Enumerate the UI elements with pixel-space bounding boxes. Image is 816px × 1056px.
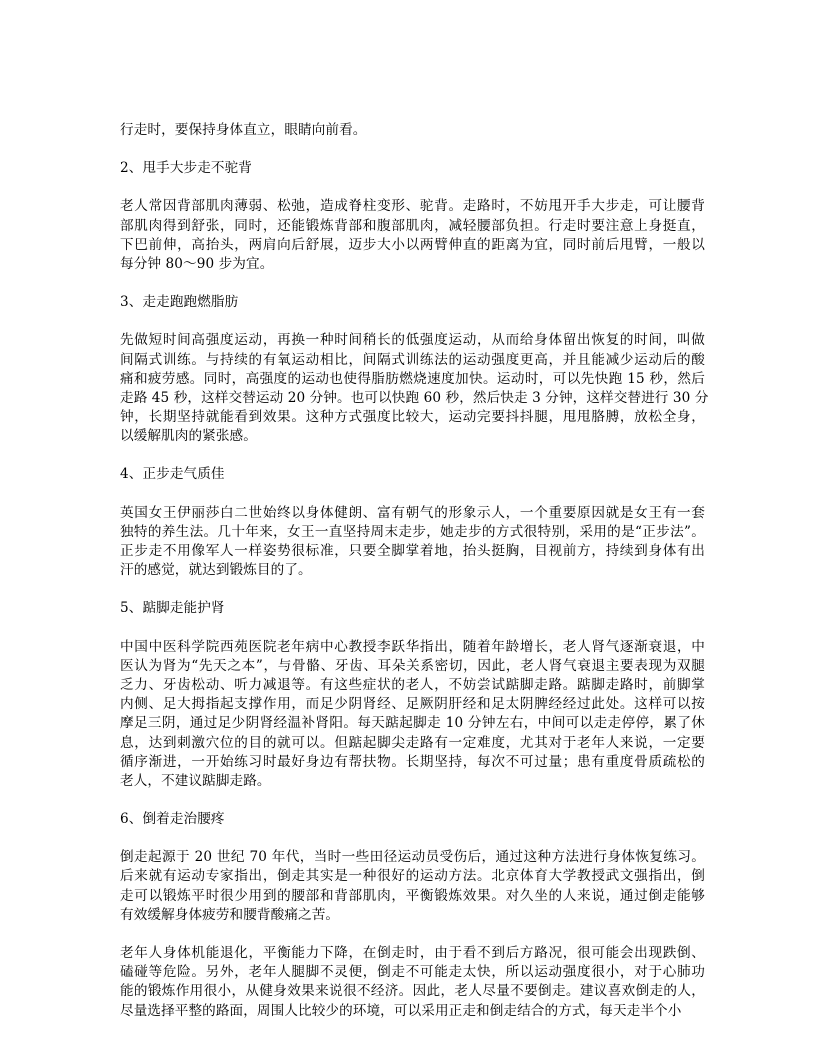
paragraph [120,944,705,1021]
text-line: 老年人身体机能退化，平衡能力下降，在倒走时，由于看不到后方路况，很可能会出现跌倒、 [120,945,705,961]
text-line: 独特的养生法。几十年来，女王一直坚持周末走步，她走步的方式很特别，采用的是“正步法”。 [120,523,705,540]
text-line: 痛和疲劳感。同时，高强度的运动也使得脂肪燃烧速度加快。运动时，可以先快跑 15 秒，然后 [120,370,705,387]
text-line: 循序渐进，一开始练习时最好身边有帮扶物。长期坚持，每次不可过量；患有重度骨质疏松的 [120,753,705,770]
text-line: 3、走走跑跑燃脂肪 [120,294,239,311]
text-line: 中国中医科学院西苑医院老年病中心教授李跃华指出，随着年龄增长，老人肾气逐渐衰退，中 [120,638,705,655]
text-line: 倒走起源于 20 世纪 70 年代，当时一些田径运动员受伤后，通过这种方法进行身体恢复练习。 [120,849,705,866]
text-line: 2、甩手大步走不驼背 [120,160,252,177]
text-line: 钟，长期坚持就能看到效果。这种方式强度比较大，运动完要抖抖腿，甩甩胳膊，放松全身， [120,409,705,426]
text-line: 每分钟 80～90 步为宜。 [120,255,274,272]
text-line: 汗的感觉，就达到锻炼目的了。 [120,562,312,579]
text-line: 先做短时间高强度运动，再换一种时间稍长的低强度运动，从而给身体留出恢复的时间，叫做 [120,332,705,349]
text-line: 有效缓解身体疲劳和腰背酸痛之苦。 [120,906,340,923]
paragraph [120,638,705,792]
text-line: 老人，不建议踮脚走路。 [120,772,271,789]
text-line: 下巴前伸，高抬头，两肩向后舒展，迈步大小以两臂伸直的距离为宜，同时前后甩臂，一般以 [120,236,705,253]
text-line: 5、踮脚走能护肾 [120,600,225,617]
text-line: 正步走不用像军人一样姿势很标准，只要全脚掌着地，抬头挺胸，目视前方，持续到身体有出 [120,543,705,559]
text-line: 磕碰等危险。另外，老年人腿脚不灵便，倒走不可能走太快，所以运动强度很小，对于心肺功 [120,964,705,981]
text-line: 息，达到刺激穴位的目的就可以。但踮起脚尖走路有一定难度，尤其对于老年人来说，一定要 [120,734,705,751]
paragraph [120,331,709,446]
text-line: 英国女王伊丽莎白二世始终以身体健朗、富有朝气的形象示人，一个重要原因就是女王有一套 [120,504,705,521]
text-line: 走可以锻炼平时很少用到的腰部和背部肌肉，平衡锻炼效果。对久坐的人来说，通过倒走能够 [120,887,705,904]
text-line: 间隔式训练。与持续的有氧运动相比，间隔式训练法的运动强度更高，并且能减少运动后的酸 [120,351,705,368]
paragraph [120,197,705,274]
text-line: 摩足三阴，通过足少阴肾经温补肾阳。每天踮起脚走 10 分钟左右，中间可以走走停停，累了休 [120,715,705,732]
section-heading [120,810,705,829]
text-line: 行走时，要保持身体直立，眼睛向前看。 [120,122,367,138]
text-line: 能的锻炼作用很小，从健身效果来说很不经济。因此，老人尽量不要倒走。建议喜欢倒走的人， [120,983,705,1000]
text-line: 后来就有运动专家指出，倒走其实是一种很好的运动方法。北京体育大学教授武文强指出，倒 [120,868,705,885]
section-heading [120,465,705,484]
text-line: 4、正步走气质佳 [120,466,225,483]
text-line: 老人常因背部肌肉薄弱、松弛，造成脊柱变形、驼背。走路时，不妨甩开手大步走，可让腰背 [120,198,705,215]
text-line: 以缓解肌肉的紧张感。 [120,428,257,445]
section-heading [120,293,705,312]
paragraph [120,504,705,581]
section-heading [120,159,705,178]
paragraph [120,848,705,925]
text-line: 内侧、足大拇指起支撑作用，而足少阴肾经、足厥阴肝经和足太阴脾经经过此处。这样可以按 [120,696,705,713]
paragraph [120,121,705,140]
text-line: 医认为肾为“先天之本”，与骨骼、牙齿、耳朵关系密切，因此，老人肾气衰退主要表现为双腿 [120,657,705,674]
text-line: 6、倒着走治腰疼 [120,811,225,828]
section-heading [120,599,705,618]
text-line: 乏力、牙齿松动、听力减退等。有这些症状的老人，不妨尝试踮脚走路。踮脚走路时，前脚掌 [120,676,705,693]
text-line: 尽量选择平整的路面，周围人比较少的环境，可以采用正走和倒走结合的方式，每天走半个小 [120,1002,682,1019]
text-line: 走路 45 秒，这样交替运动 20 分钟。也可以快跑 60 秒，然后快走 3 分钟，这样交替进行 30 分 [120,389,709,406]
document-page [120,121,709,1040]
text-line: 部肌肉得到舒张，同时，还能锻炼背部和腹部肌肉，减轻腰部负担。行走时要注意上身挺直， [120,217,705,234]
